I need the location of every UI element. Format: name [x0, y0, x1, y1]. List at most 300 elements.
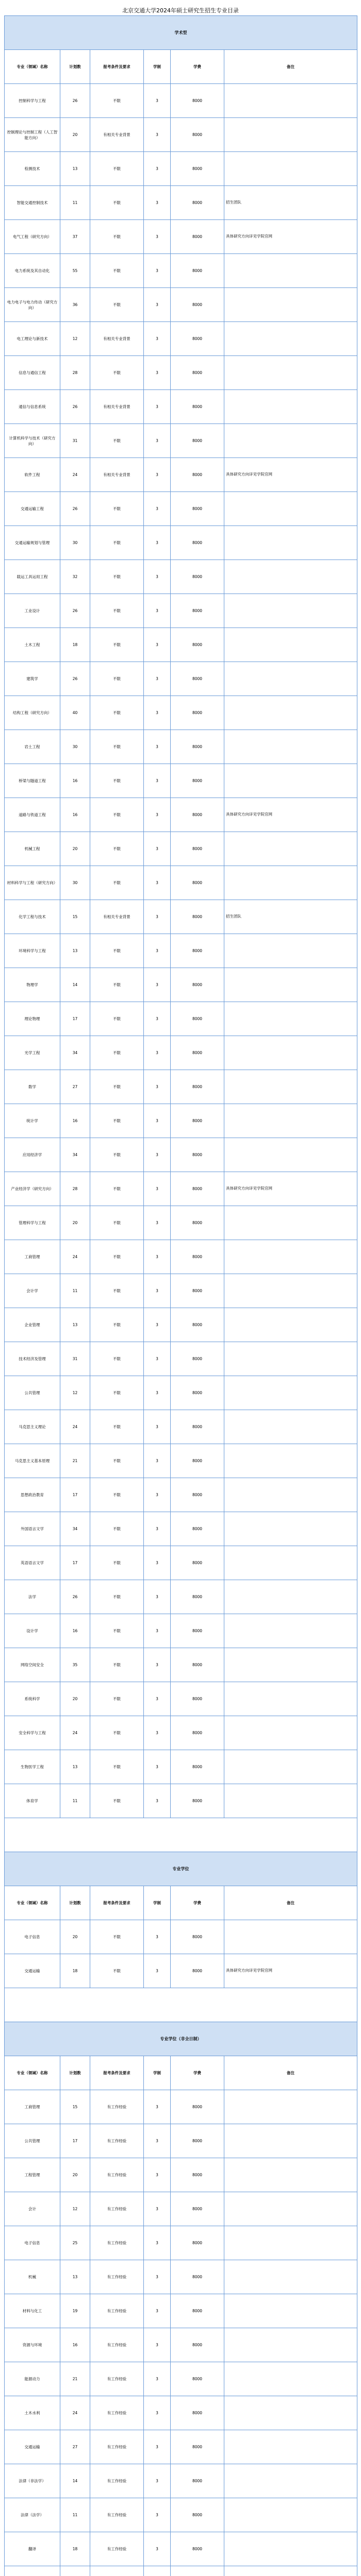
table-row: [5, 1308, 357, 1342]
plan-cell: 17: [60, 2124, 90, 2158]
plan-cell: 13: [60, 1750, 90, 1784]
section-spacer: [5, 1988, 357, 2022]
years-cell: 3: [144, 152, 171, 186]
major-cell: 理论物理: [5, 1002, 60, 1036]
note-cell: [224, 866, 357, 900]
years-cell: 3: [144, 1104, 171, 1138]
major-cell: 资源与环境: [5, 2328, 60, 2362]
plan-cell: 27: [60, 1070, 90, 1104]
req-cell: 不限: [90, 1376, 144, 1410]
plan-cell: 34: [60, 1036, 90, 1070]
plan-cell: 32: [60, 560, 90, 594]
major-cell: 思想政治教育: [5, 1478, 60, 1512]
req-cell: 不限: [90, 866, 144, 900]
req-cell: 不限: [90, 424, 144, 458]
plan-cell: 18: [60, 2532, 90, 2566]
req-cell: 不限: [90, 356, 144, 390]
req-cell: 不限: [90, 1920, 144, 1954]
years-cell: 3: [144, 288, 171, 322]
req-cell: 不限: [90, 288, 144, 322]
note-cell: [224, 1682, 357, 1716]
major-cell: 马克思主义理论: [5, 1410, 60, 1444]
fee-cell: 8000: [171, 1784, 224, 1818]
table-row: [5, 526, 357, 560]
years-cell: 3: [144, 220, 171, 254]
fee-cell: 8000: [171, 322, 224, 356]
note-cell: [224, 152, 357, 186]
fee-cell: 8000: [171, 798, 224, 832]
years-cell: 3: [144, 254, 171, 288]
table-row: [5, 2396, 357, 2430]
note-cell: [224, 2260, 357, 2294]
table-row: [5, 424, 357, 458]
fee-cell: 8000: [171, 1206, 224, 1240]
plan-cell: 20: [60, 832, 90, 866]
header-row: [5, 2056, 357, 2090]
table-row: [5, 2294, 357, 2328]
table-row: [5, 322, 357, 356]
major-cell: 能源动力: [5, 2362, 60, 2396]
major-cell: 企业管理: [5, 1308, 60, 1342]
spacer-cell: [5, 1818, 357, 1852]
years-cell: 3: [144, 526, 171, 560]
req-cell: 不限: [90, 186, 144, 220]
major-cell: 电气工程（研究方向）: [5, 220, 60, 254]
fee-cell: 8000: [171, 288, 224, 322]
fee-cell: 8000: [171, 1274, 224, 1308]
section-title-row: [5, 16, 357, 50]
req-cell: 有工作经验: [90, 2260, 144, 2294]
col-req-header: 报考条件及要求: [90, 50, 144, 84]
major-cell: 岩土工程: [5, 730, 60, 764]
fee-cell: 8000: [171, 1036, 224, 1070]
req-cell: 不限: [90, 1036, 144, 1070]
table-row: [5, 118, 357, 152]
fee-cell: 8000: [171, 424, 224, 458]
req-cell: 有工作经验: [90, 2158, 144, 2192]
years-cell: 3: [144, 1580, 171, 1614]
req-cell: 不限: [90, 1512, 144, 1546]
major-cell: 环境科学与工程: [5, 934, 60, 968]
table-row: [5, 1546, 357, 1580]
note-cell: [224, 730, 357, 764]
table-row: [5, 1240, 357, 1274]
col-major-header: 专业（领域）名称: [5, 2056, 60, 2090]
col-note-header: 备注: [224, 50, 357, 84]
plan-cell: 20: [60, 1206, 90, 1240]
fee-cell: 8000: [171, 1444, 224, 1478]
note-cell: [224, 2090, 357, 2124]
req-cell: 有相关专业背景: [90, 322, 144, 356]
table-row: [5, 2430, 357, 2464]
major-cell: 物理学: [5, 968, 60, 1002]
table-body: [5, 16, 357, 2576]
plan-cell: 18: [60, 628, 90, 662]
major-cell: 土木工程: [5, 628, 60, 662]
note-cell: [224, 968, 357, 1002]
years-cell: 3: [144, 1172, 171, 1206]
req-cell: 不限: [90, 832, 144, 866]
years-cell: 3: [144, 560, 171, 594]
major-cell: 光学工程: [5, 1036, 60, 1070]
fee-cell: 8000: [171, 2430, 224, 2464]
major-cell: 通信与信息系统: [5, 390, 60, 424]
fee-cell: 8000: [171, 1512, 224, 1546]
fee-cell: 8000: [171, 1954, 224, 1988]
note-cell: [224, 84, 357, 118]
req-cell: 有工作经验: [90, 2090, 144, 2124]
table-row: [5, 254, 357, 288]
req-cell: 不限: [90, 560, 144, 594]
table-row: [5, 1172, 357, 1206]
note-cell: 招生团队: [224, 900, 357, 934]
table-row: [5, 1274, 357, 1308]
fee-cell: 8000: [171, 1614, 224, 1648]
table-row: [5, 934, 357, 968]
req-cell: 不限: [90, 1784, 144, 1818]
major-cell: 管理科学与工程: [5, 1206, 60, 1240]
years-cell: 3: [144, 730, 171, 764]
note-cell: [224, 2396, 357, 2430]
major-cell: 网络空间安全: [5, 1648, 60, 1682]
fee-cell: 8000: [171, 526, 224, 560]
fee-cell: 8000: [171, 560, 224, 594]
years-cell: 3: [144, 1342, 171, 1376]
years-cell: 3: [144, 1614, 171, 1648]
major-cell: 安全科学与工程: [5, 1716, 60, 1750]
note-cell: [224, 1274, 357, 1308]
table-row: [5, 186, 357, 220]
fee-cell: 8000: [171, 2260, 224, 2294]
major-cell: 工程管理: [5, 2158, 60, 2192]
col-plan-header: 计划数: [60, 50, 90, 84]
years-cell: 3: [144, 1206, 171, 1240]
plan-cell: 30: [60, 866, 90, 900]
plan-cell: 26: [60, 84, 90, 118]
years-cell: 3: [144, 2090, 171, 2124]
section-title: 专业学位: [5, 1852, 357, 1886]
fee-cell: 8000: [171, 2226, 224, 2260]
years-cell: 3: [144, 84, 171, 118]
years-cell: 3: [144, 1784, 171, 1818]
fee-cell: 8000: [171, 968, 224, 1002]
years-cell: 3: [144, 2226, 171, 2260]
years-cell: 3: [144, 1138, 171, 1172]
table-row: [5, 2192, 357, 2226]
plan-cell: 20: [60, 1920, 90, 1954]
fee-cell: 8000: [171, 458, 224, 492]
note-cell: [224, 1546, 357, 1580]
req-cell: 有工作经验: [90, 2226, 144, 2260]
plan-cell: 26: [60, 1580, 90, 1614]
plan-cell: 35: [60, 1648, 90, 1682]
req-cell: 不限: [90, 1002, 144, 1036]
req-cell: 有工作经验: [90, 2464, 144, 2498]
req-cell: 有相关专业背景: [90, 390, 144, 424]
table-row: [5, 288, 357, 322]
fee-cell: 8000: [171, 152, 224, 186]
req-cell: 有工作经验: [90, 2430, 144, 2464]
section-title-row: [5, 1852, 357, 1886]
table-row: [5, 1648, 357, 1682]
fee-cell: 8000: [171, 390, 224, 424]
req-cell: 不限: [90, 526, 144, 560]
fee-cell: 8000: [171, 832, 224, 866]
fee-cell: 8000: [171, 2158, 224, 2192]
table-row: [5, 1036, 357, 1070]
req-cell: 不限: [90, 492, 144, 526]
major-cell: 材料与化工: [5, 2294, 60, 2328]
fee-cell: 8000: [171, 1648, 224, 1682]
req-cell: 不限: [90, 1580, 144, 1614]
req-cell: 不限: [90, 1410, 144, 1444]
years-cell: 3: [144, 2430, 171, 2464]
years-cell: 3: [144, 186, 171, 220]
plan-cell: 16: [60, 1104, 90, 1138]
table-row: [5, 1206, 357, 1240]
plan-cell: 28: [60, 356, 90, 390]
plan-cell: 34: [60, 1512, 90, 1546]
years-cell: 3: [144, 696, 171, 730]
fee-cell: 8000: [171, 1002, 224, 1036]
table-row: [5, 1716, 357, 1750]
plan-cell: 12: [60, 322, 90, 356]
years-cell: 3: [144, 2192, 171, 2226]
req-cell: 不限: [90, 764, 144, 798]
years-cell: 3: [144, 322, 171, 356]
fee-cell: 8000: [171, 764, 224, 798]
fee-cell: 8000: [171, 730, 224, 764]
table-row: [5, 560, 357, 594]
years-cell: 3: [144, 2362, 171, 2396]
spacer-cell: [5, 1988, 357, 2022]
years-cell: 3: [144, 764, 171, 798]
req-cell: 不限: [90, 1240, 144, 1274]
major-cell: 会计学: [5, 1274, 60, 1308]
note-cell: [224, 628, 357, 662]
major-cell: 电子信息: [5, 1920, 60, 1954]
note-cell: [224, 492, 357, 526]
note-cell: [224, 1410, 357, 1444]
note-cell: 具体研究方向详见学院官网: [224, 1954, 357, 1988]
req-cell: 不限: [90, 968, 144, 1002]
table-row: [5, 356, 357, 390]
fee-cell: 8000: [171, 1376, 224, 1410]
fee-cell: 8000: [171, 1070, 224, 1104]
req-cell: 不限: [90, 594, 144, 628]
req-cell: 不限: [90, 1648, 144, 1682]
years-cell: 3: [144, 1546, 171, 1580]
major-cell: 应用经济学: [5, 1138, 60, 1172]
note-cell: [224, 2464, 357, 2498]
major-cell: 法律（法学）: [5, 2498, 60, 2532]
plan-cell: 36: [60, 288, 90, 322]
table-row: [5, 2124, 357, 2158]
note-cell: [224, 2192, 357, 2226]
table-row: [5, 628, 357, 662]
years-cell: [144, 2566, 171, 2576]
col-note-header: 备注: [224, 2056, 357, 2090]
plan-cell: 16: [60, 798, 90, 832]
req-cell: 不限: [90, 1172, 144, 1206]
table-row: [5, 1614, 357, 1648]
col-fee-header: 学费: [171, 2056, 224, 2090]
note-cell: 具体研究方向详见学院官网: [224, 220, 357, 254]
major-cell: 信息与通信工程: [5, 356, 60, 390]
table-row: [5, 2328, 357, 2362]
years-cell: 3: [144, 1308, 171, 1342]
table-row: [5, 968, 357, 1002]
col-years-header: 学制: [144, 50, 171, 84]
major-cell: 英语语言文学: [5, 1546, 60, 1580]
plan-cell: 26: [60, 492, 90, 526]
major-cell: 道路与铁道工程: [5, 798, 60, 832]
plan-cell: 24: [60, 1716, 90, 1750]
note-cell: [224, 2158, 357, 2192]
col-fee-header: 学费: [171, 1886, 224, 1920]
plan-cell: 13: [60, 152, 90, 186]
note-cell: [224, 1512, 357, 1546]
plan-cell: 18: [60, 1954, 90, 1988]
note-cell: [224, 1376, 357, 1410]
major-cell: 化学工程与技术: [5, 900, 60, 934]
note-cell: [224, 2566, 357, 2576]
req-cell: 有工作经验: [90, 2362, 144, 2396]
fee-cell: 8000: [171, 2396, 224, 2430]
section-title-row: [5, 2022, 357, 2056]
note-cell: [224, 2226, 357, 2260]
plan-cell: 55: [60, 254, 90, 288]
note-cell: [224, 390, 357, 424]
note-cell: [224, 1206, 357, 1240]
fee-cell: 8000: [171, 628, 224, 662]
plan-cell: 12: [60, 2192, 90, 2226]
table-row: [5, 1104, 357, 1138]
table-row: [5, 1750, 357, 1784]
table-row: [5, 1478, 357, 1512]
section-title: 专业学位（非全日制）: [5, 2022, 357, 2056]
major-cell: 体育学: [5, 1784, 60, 1818]
plan-cell: 26: [60, 594, 90, 628]
major-cell: 土木水利: [5, 2396, 60, 2430]
plan-cell: 34: [60, 1138, 90, 1172]
req-cell: 有工作经验: [90, 2192, 144, 2226]
plan-cell: 16: [60, 1614, 90, 1648]
table-row: [5, 2362, 357, 2396]
plan-cell: 30: [60, 526, 90, 560]
table-row: [5, 662, 357, 696]
years-cell: 3: [144, 390, 171, 424]
major-cell: 机械工程: [5, 832, 60, 866]
table-row: [5, 152, 357, 186]
header-row: [5, 50, 357, 84]
note-cell: [224, 2498, 357, 2532]
years-cell: 3: [144, 832, 171, 866]
note-cell: 具体研究方向详见学院官网: [224, 458, 357, 492]
plan-cell: 17: [60, 1546, 90, 1580]
plan-cell: 11: [60, 1274, 90, 1308]
req-cell: 有工作经验: [90, 2532, 144, 2566]
plan-cell: 16: [60, 764, 90, 798]
req-cell: 不限: [90, 1138, 144, 1172]
note-cell: [224, 594, 357, 628]
fee-cell: 8000: [171, 2090, 224, 2124]
table-row: [5, 2498, 357, 2532]
major-cell: 电力电子与电力传动（研究方向）: [5, 288, 60, 322]
table-row: [5, 1512, 357, 1546]
years-cell: 3: [144, 2532, 171, 2566]
table-row: [5, 84, 357, 118]
major-cell: 计算机科学与技术（研究方向）: [5, 424, 60, 458]
plan-cell: 21: [60, 2362, 90, 2396]
table-row: [5, 730, 357, 764]
fee-cell: 8000: [171, 934, 224, 968]
years-cell: 3: [144, 2158, 171, 2192]
major-cell: 智能交通控制技术: [5, 186, 60, 220]
req-cell: 不限: [90, 1444, 144, 1478]
note-cell: [224, 1750, 357, 1784]
note-cell: [224, 118, 357, 152]
plan-cell: 27: [60, 2430, 90, 2464]
years-cell: 3: [144, 1682, 171, 1716]
enrollment-table: [4, 15, 357, 2576]
major-cell: [5, 2566, 60, 2576]
note-cell: [224, 1580, 357, 1614]
note-cell: 招生团队: [224, 186, 357, 220]
req-cell: 有相关专业背景: [90, 900, 144, 934]
years-cell: 3: [144, 1954, 171, 1988]
plan-cell: 13: [60, 934, 90, 968]
plan-cell: 14: [60, 968, 90, 1002]
fee-cell: 8000: [171, 2124, 224, 2158]
plan-cell: 12: [60, 1376, 90, 1410]
req-cell: 不限: [90, 662, 144, 696]
years-cell: 3: [144, 866, 171, 900]
req-cell: 不限: [90, 798, 144, 832]
note-cell: [224, 1478, 357, 1512]
table-row: [5, 2532, 357, 2566]
years-cell: 3: [144, 900, 171, 934]
table-row: [5, 866, 357, 900]
fee-cell: 8000: [171, 2464, 224, 2498]
years-cell: 3: [144, 1444, 171, 1478]
table-row: [5, 1444, 357, 1478]
years-cell: 3: [144, 2124, 171, 2158]
major-cell: 产业经济学（研究方向）: [5, 1172, 60, 1206]
req-cell: 不限: [90, 730, 144, 764]
plan-cell: 15: [60, 900, 90, 934]
fee-cell: 8000: [171, 118, 224, 152]
note-cell: 具体研究方向详见学院官网: [224, 798, 357, 832]
major-cell: 公共管理: [5, 1376, 60, 1410]
years-cell: 3: [144, 424, 171, 458]
table-row: [5, 1410, 357, 1444]
note-cell: [224, 322, 357, 356]
section-title: 学术型: [5, 16, 357, 50]
plan-cell: 17: [60, 1002, 90, 1036]
plan-cell: 28: [60, 1172, 90, 1206]
note-cell: [224, 1308, 357, 1342]
fee-cell: [171, 2566, 224, 2576]
table-row: [5, 1342, 357, 1376]
fee-cell: 8000: [171, 1172, 224, 1206]
req-cell: 有工作经验: [90, 2498, 144, 2532]
major-cell: 材料科学与工程（研究方向）: [5, 866, 60, 900]
table-row: [5, 1070, 357, 1104]
fee-cell: 8000: [171, 492, 224, 526]
note-cell: [224, 696, 357, 730]
note-cell: [224, 1784, 357, 1818]
